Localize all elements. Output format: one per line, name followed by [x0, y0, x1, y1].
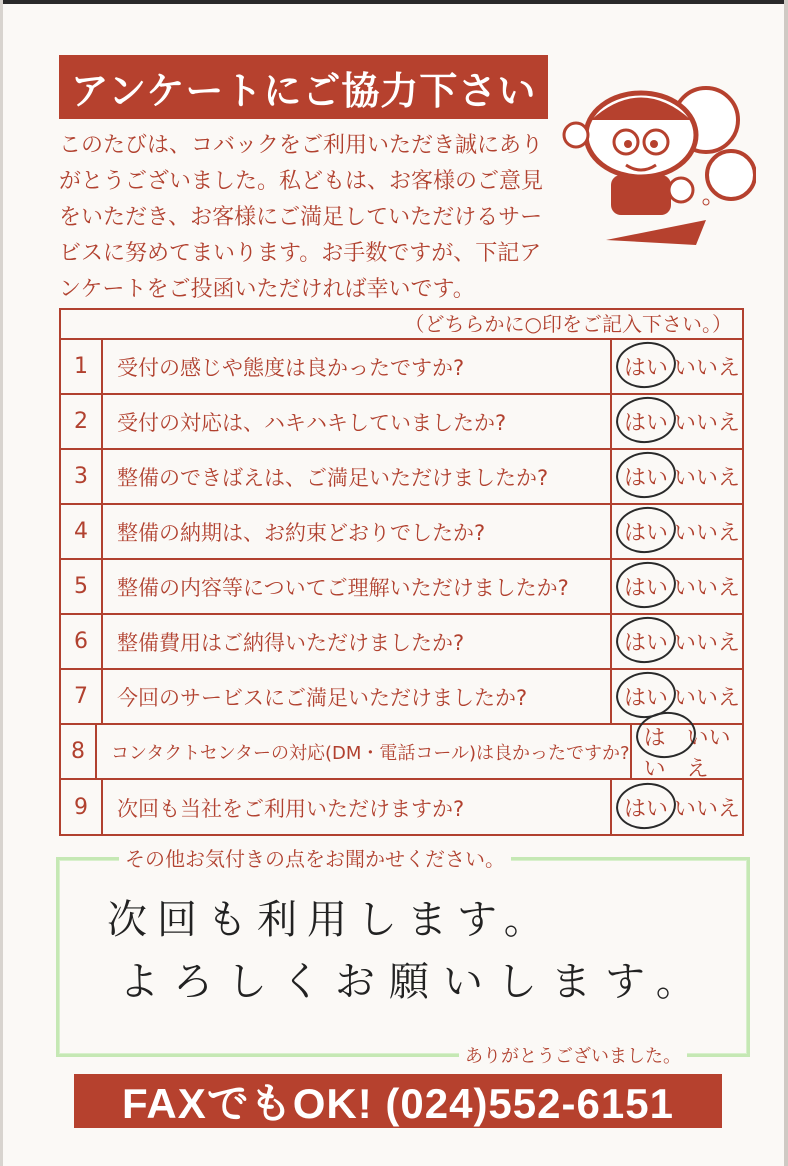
circle-mark [614, 449, 678, 501]
answer-yes[interactable]: はい [624, 571, 668, 602]
circle-mark [614, 780, 678, 832]
answer-no[interactable]: いいえ [674, 797, 741, 822]
answer-no[interactable]: いいえ [674, 411, 741, 436]
question-number: 9 [61, 780, 103, 835]
page-title: アンケートにご協力下さい [59, 55, 548, 119]
question-row [61, 725, 742, 780]
question-row [61, 780, 742, 835]
handwritten-comment-line-2: よろしくお願いします。 [119, 959, 710, 1005]
answer-yes[interactable]: はい [624, 792, 668, 823]
answer-cell [610, 560, 742, 613]
answer-no[interactable]: いいえ [674, 466, 741, 491]
question-number: 6 [61, 615, 103, 668]
answer-no[interactable]: いいえ [674, 686, 741, 711]
question-row [61, 340, 742, 395]
survey-table [59, 308, 744, 836]
question-text: 受付の感じや態度は良かったですか? [117, 355, 465, 380]
comment-label: その他お気付きの点をお聞かせください。 [119, 843, 511, 872]
question-text: 次回も当社をご利用いただけますか? [117, 796, 465, 821]
scan-edge-left [0, 0, 3, 1166]
answer-no[interactable]: いいえ [674, 631, 741, 656]
answer-cell [610, 395, 742, 448]
answer-no[interactable]: いいえ [674, 356, 741, 381]
answer-yes[interactable]: はい [644, 721, 681, 783]
question-row [61, 450, 742, 505]
answer-no[interactable]: いいえ [686, 725, 731, 782]
answer-cell [610, 780, 742, 835]
question-number: 4 [61, 505, 103, 558]
circle-mark [614, 559, 678, 611]
question-row [61, 395, 742, 450]
mascot-illustration [556, 80, 756, 255]
answer-yes[interactable]: はい [624, 461, 668, 492]
answer-cell [610, 450, 742, 503]
answer-no[interactable]: いいえ [674, 521, 741, 546]
question-text: コンタクトセンターの対応(DM・電話コール)は良かったですか? [110, 742, 630, 764]
answer-yes[interactable]: はい [624, 516, 668, 547]
answer-yes[interactable]: はい [624, 351, 668, 382]
question-text: 整備の納期は、お約束どおりでしたか? [117, 520, 486, 545]
question-text: 整備費用はご納得いただけましたか? [117, 630, 465, 655]
question-text: 受付の対応は、ハキハキしていましたか? [117, 410, 507, 435]
circle-mark [614, 614, 678, 666]
question-row [61, 560, 742, 615]
answer-cell [610, 505, 742, 558]
question-number: 7 [61, 670, 103, 723]
answer-yes[interactable]: はい [624, 681, 668, 712]
intro-text: このたびは、コバックをご利用いただき誠にありがとうございました。私どもは、お客様のご意見をいただき、お客様にご満足していただけるサービスに努めてまいります。お手数ですが、下記アンケートをご投函いただければ幸いです。 [59, 133, 544, 302]
survey-instruction: （どちらかに○印をご記入下さい。） [61, 310, 742, 340]
question-number: 8 [61, 725, 97, 778]
question-text: 整備のできばえは、ご満足いただけましたか? [117, 465, 549, 490]
circle-mark [614, 504, 678, 556]
question-row [61, 505, 742, 560]
scan-edge-right [784, 0, 788, 1166]
fax-banner: FAXでもOK! (024)552-6151 [74, 1074, 722, 1128]
answer-yes[interactable]: はい [624, 406, 668, 437]
answer-no[interactable]: いいえ [674, 576, 741, 601]
answer-cell [630, 725, 742, 782]
question-number: 2 [61, 395, 103, 448]
question-number: 1 [61, 340, 103, 393]
thank-you-text: ありがとうございました。 [459, 1042, 687, 1068]
question-text: 整備の内容等についてご理解いただけましたか? [117, 575, 569, 600]
answer-cell [610, 615, 742, 668]
answer-yes[interactable]: はい [624, 626, 668, 657]
circle-mark [614, 339, 678, 391]
question-text: 今回のサービスにご満足いただけましたか? [117, 685, 528, 710]
handwritten-comment-line-1: 次回も利用します。 [107, 897, 554, 943]
question-row [61, 670, 742, 725]
question-number: 5 [61, 560, 103, 613]
answer-cell [610, 340, 742, 393]
comment-box[interactable] [56, 847, 750, 1067]
circle-mark [614, 394, 678, 446]
scan-edge-top [0, 0, 788, 4]
question-number: 3 [61, 450, 103, 503]
question-row [61, 615, 742, 670]
